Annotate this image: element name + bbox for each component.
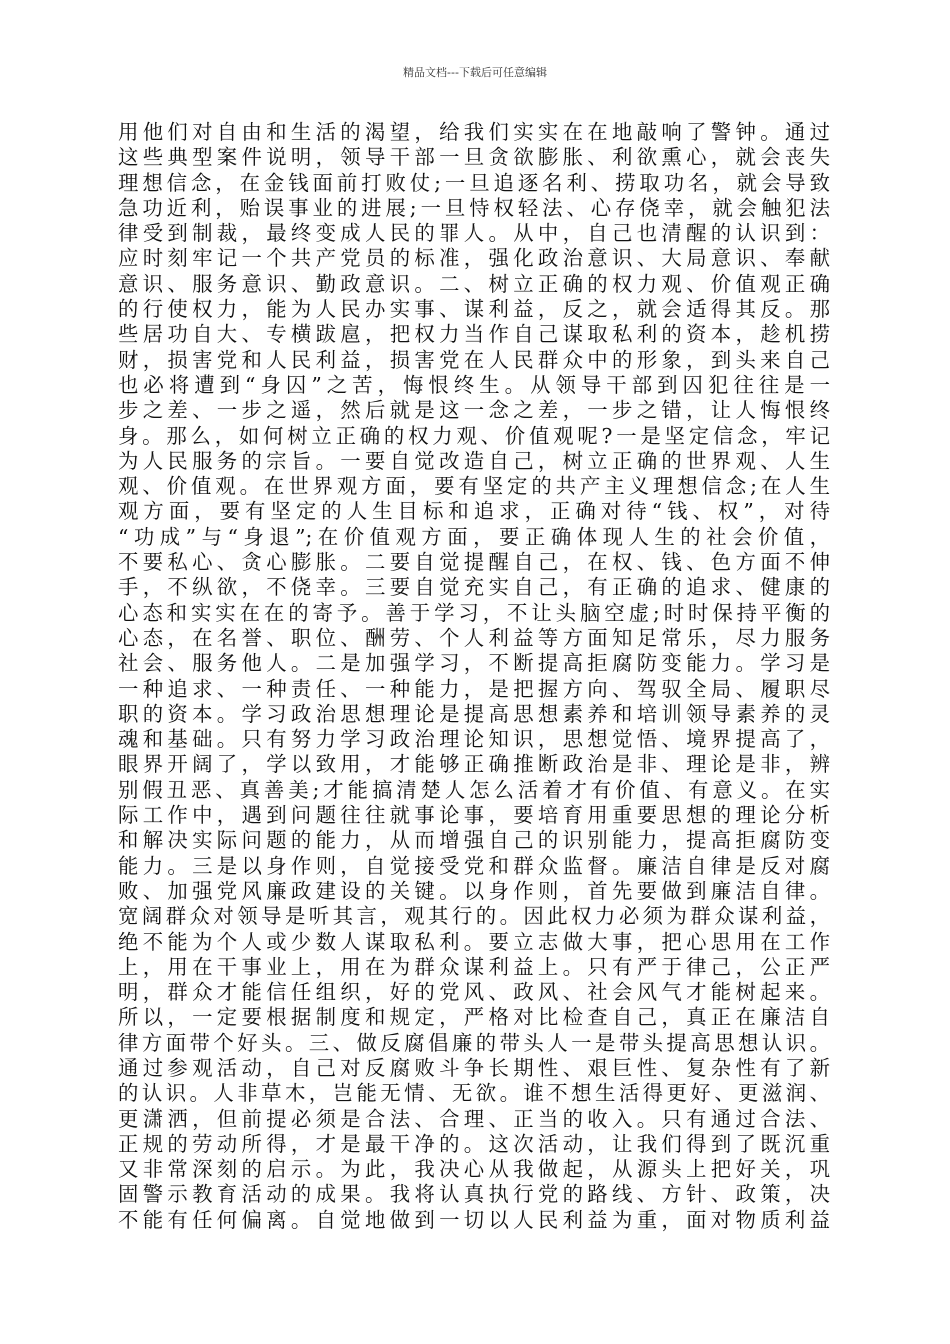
body-line: 些居功自大、专横跋扈，把权力当作自己谋取私利的资本，趁机捞 [118,322,830,347]
body-line: 更潇洒，但前提必须是合法、合理、正当的收入。只有通过合法、 [118,1106,830,1131]
body-line: 理想信念，在金钱面前打败仗;一旦追逐名利、捞取功名，就会导致 [118,170,830,195]
page-header: 精品文档---下载后可任意编辑 [403,66,547,79]
body-line: “功成”与“身退”;在价值观方面，要正确体现人生的社会价值， [118,524,830,549]
body-line: 的认识。人非草木，岂能无情、无欲。谁不想生活得更好、更滋润、 [118,1081,830,1106]
body-line: 意识、服务意识、勤政意识。二、树立正确的权力观、价值观正确 [118,271,830,296]
body-line: 正规的劳动所得，才是最干净的。这次活动，让我们得到了既沉重 [118,1131,830,1156]
body-line: 绝不能为个人或少数人谋取私利。要立志做大事，把心思用在工作 [118,929,830,954]
body-line: 魂和基础。只有努力学习政治理论知识，思想觉悟、境界提高了， [118,727,830,752]
body-line: 和解决实际问题的能力，从而增强自己的识别能力，提高拒腐防变 [118,828,830,853]
body-line: 别假丑恶、真善美;才能搞清楚人怎么活着才有价值、有意义。在实 [118,777,830,802]
body-line: 律受到制裁，最终变成人民的罪人。从中，自己也清醒的认识到： [118,221,830,246]
body-line: 通过参观活动，自己对反腐败斗争长期性、艰巨性、复杂性有了新 [118,1055,830,1080]
body-line: 这些典型案件说明，领导干部一旦贪欲膨胀、利欲熏心，就会丧失 [118,145,830,170]
body-line: 上，用在干事业上，用在为群众谋利益上。只有严于律己，公正严 [118,954,830,979]
body-line: 明，群众才能信任组织，好的党风、政风、社会风气才能树起来。 [118,980,830,1005]
body-line: 为人民服务的宗旨。一要自觉改造自己，树立正确的世界观、人生 [118,448,830,473]
body-text [118,120,830,1233]
body-line: 不能有任何偏离。自觉地做到一切以人民利益为重，面对物质利益 [118,1207,830,1232]
body-line: 所以，一定要根据制度和规定，严格对比检查自己，真正在廉洁自 [118,1005,830,1030]
body-line: 社会、服务他人。二是加强学习，不断提高拒腐防变能力。学习是 [118,651,830,676]
body-line: 际工作中，遇到问题往往就事论事，要培育用重要思想的理论分析 [118,803,830,828]
body-line: 用他们对自由和生活的渴望，给我们实实在在地敲响了警钟。通过 [118,120,830,144]
body-line: 律方面带个好头。三、做反腐倡廉的带头人一是带头提高思想认识。 [118,1030,830,1055]
body-line: 应时刻牢记一个共产党员的标准，强化政治意识、大局意识、奉献 [118,246,830,271]
body-line: 又非常深刻的启示。为此，我决心从我做起，从源头上把好关，巩 [118,1157,830,1182]
body-line: 心态，在名誉、职位、酬劳、个人利益等方面知足常乐，尽力服务 [118,625,830,650]
body-line: 急功近利，贻误事业的进展;一旦恃权轻法、心存侥幸，就会触犯法 [118,195,830,220]
body-line: 身。那么，如何树立正确的权力观、价值观呢?一是坚定信念，牢记 [118,423,830,448]
body-line: 也必将遭到“身囚”之苦，悔恨终生。从领导干部到囚犯往往是一 [118,372,830,397]
body-line: 心态和实实在在的寄予。善于学习，不让头脑空虚;时时保持平衡的 [118,600,830,625]
body-line: 一种追求、一种责任、一种能力，是把握方向、驾驭全局、履职尽 [118,676,830,701]
body-line: 观、价值观。在世界观方面，要有坚定的共产主义理想信念;在人生 [118,474,830,499]
body-line: 观方面，要有坚定的人生目标和追求，正确对待“钱、权”，对待 [118,499,830,524]
body-line: 宽阔群众对领导是听其言，观其行的。因此权力必须为群众谋利益， [118,904,830,929]
body-line: 眼界开阔了，学以致用，才能够正确推断政治是非、理论是非，辨 [118,752,830,777]
body-line: 固警示教育活动的成果。我将认真执行党的路线、方针、政策，决 [118,1182,830,1207]
body-line: 能力。三是以身作则，自觉接受党和群众监督。廉洁自律是反对腐 [118,853,830,878]
body-line: 步之差、一步之遥，然后就是这一念之差，一步之错，让人悔恨终 [118,398,830,423]
body-line: 手，不纵欲，不侥幸。三要自觉充实自己，有正确的追求、健康的 [118,575,830,600]
body-line: 的行使权力，能为人民办实事、谋利益，反之，就会适得其反。那 [118,297,830,322]
body-line: 职的资本。学习政治思想理论是提高思想素养和培训领导素养的灵 [118,701,830,726]
body-line: 败、加强党风廉政建设的关键。以身作则，首先要做到廉洁自律。 [118,878,830,903]
body-line: 不要私心、贪心膨胀。二要自觉提醒自己，在权、钱、色方面不伸 [118,550,830,575]
body-line: 财，损害党和人民利益，损害党在人民群众中的形象，到头来自己 [118,347,830,372]
